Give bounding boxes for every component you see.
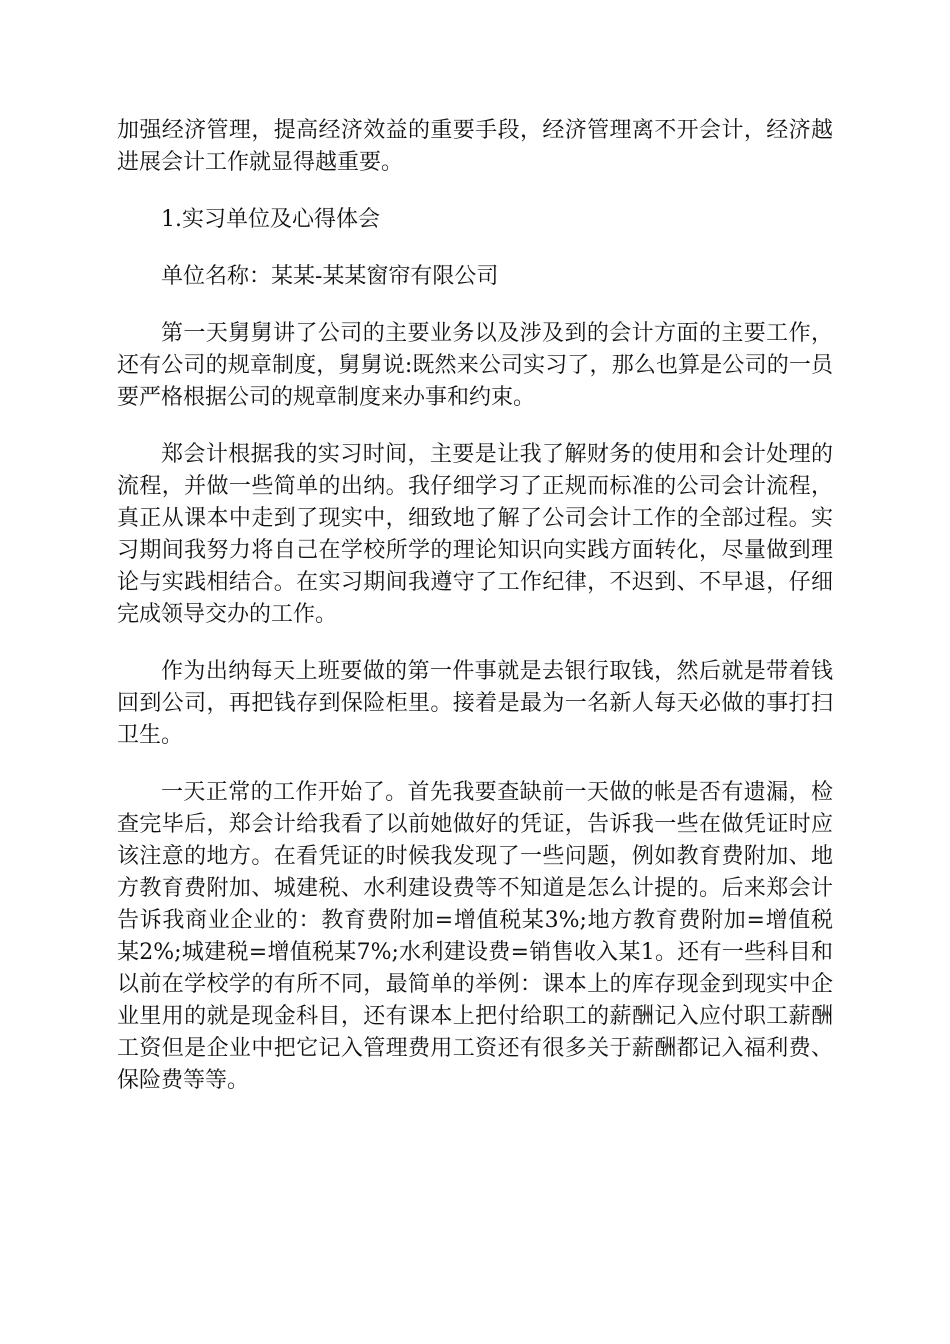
paragraph-cashier-duties: 作为出纳每天上班要做的第一件事就是去银行取钱，然后就是带着钱回到公司，再把钱存到保险柜里。接着是最为一名新人每天必做的事打扫卫生。 <box>117 659 833 748</box>
paragraph-first-day: 第一天舅舅讲了公司的主要业务以及涉及到的会计方面的主要工作，还有公司的规章制度，舅舅说:既然来公司实习了，那么也算是公司的一员要严格根据公司的规章制度来办事和约束。 <box>117 321 833 410</box>
section-heading: 1.实习单位及心得体会 <box>161 207 380 232</box>
paragraph-daily-work: 一天正常的工作开始了。首先我要查缺前一天做的帐是否有遗漏，检查完毕后，郑会计给我看了以前她做好的凭证，告诉我一些在做凭证时应该注意的地方。在看凭证的时候我发现了一些问题，例如教育费附加、地方教育费附加、城建税、水利建设费等不知道是怎么计提的。后来郑会计告诉我商业企业的：教育费附加=增值税某3%;地方教育费附加=增值税某2%;城建税=增值税某7%;水利建设费=销售收入某1。还有一些科目和以前在学校学的有所不同，最简单的举例：课本上的库存现金到现实中企业里用的就是现金科目，还有课本上把付给职工的薪酬记入应付职工薪酬工资但是企业中把它记入管理费用工资还有很多关于薪酬都记入福利费、保险费等等。 <box>117 780 833 1093</box>
paragraph-accounting-process: 郑会计根据我的实习时间，主要是让我了解财务的使用和会计处理的流程，并做一些简单的出纳。我仔细学习了正规而标准的公司会计流程，真正从课本中走到了现实中，细致地了解了公司会计工作的全部过程。实习期间我努力将自己在学校所学的理论知识向实践方面转化，尽量做到理论与实践相结合。在实习期间我遵守了工作纪律，不迟到、不早退，仔细完成领导交办的工作。 <box>117 442 833 627</box>
paragraph-continuation: 加强经济管理，提高经济效益的重要手段，经济管理离不开会计，经济越进展会计工作就显得越重要。 <box>117 118 833 175</box>
unit-name-line: 单位名称：某某-某某窗帘有限公司 <box>161 264 499 289</box>
document-body <box>117 115 833 1122</box>
